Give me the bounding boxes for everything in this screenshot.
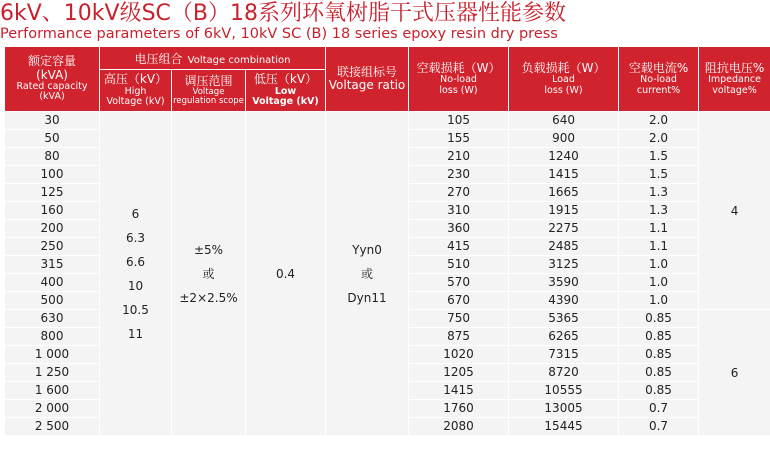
cell-noload-current: 1.0 [619,274,699,292]
cell-capacity: 50 [5,130,100,148]
page-subtitle: Performance parameters of 6kV, 10kV SC (B) 18 series epoxy resin dry press [0,26,558,42]
cell-load-loss: 5365 [509,310,619,328]
cell-load-loss: 8720 [509,364,619,382]
cell-noload-current: 2.0 [619,130,699,148]
header-rated-capacity: 额定容量 (kVA) Rated capacity (kVA) [5,47,100,112]
cell-capacity: 30 [5,112,100,130]
cell-noload-loss: 510 [409,256,509,274]
cell-noload-current: 0.85 [619,328,699,346]
cell-capacity: 400 [5,274,100,292]
cell-noload-loss: 155 [409,130,509,148]
cell-noload-current: 0.85 [619,310,699,328]
cell-noload-current: 2.0 [619,112,699,130]
merged-value: ±2×2.5% [179,290,238,305]
cell-noload-loss: 875 [409,328,509,346]
cell-noload-current: 0.85 [619,346,699,364]
cell-load-loss: 2485 [509,238,619,256]
cell-connection [326,112,409,436]
cell-noload-loss: 1760 [409,400,509,418]
cell-noload-loss: 1205 [409,364,509,382]
cell-noload-loss: 1020 [409,346,509,364]
cell-noload-current: 1.5 [619,148,699,166]
header-load-loss: 负载损耗（W） Load loss (W) [509,47,619,112]
cell-load-loss: 900 [509,130,619,148]
cell-noload-current: 1.0 [619,256,699,274]
cell-noload-current: 0.85 [619,364,699,382]
cell-capacity: 315 [5,256,100,274]
cell-load-loss: 1665 [509,184,619,202]
merged-value: 或 [202,266,215,281]
header-voltage-combination: 电压组合 Voltage combination [100,47,326,70]
cell-noload-current: 1.1 [619,238,699,256]
header-low-voltage: 低压（kV） Low Voltage (kV) [246,70,326,112]
cell-noload-current: 1.3 [619,202,699,220]
cell-regulation [172,112,246,436]
cell-impedance: 4 [699,112,770,310]
cell-high-voltage [100,112,172,436]
cell-capacity: 80 [5,148,100,166]
cell-capacity: 200 [5,220,100,238]
merged-value: 10 [127,278,144,293]
cell-impedance: 6 [699,310,770,436]
cell-noload-loss: 310 [409,202,509,220]
merged-value: Dyn11 [347,290,387,305]
merged-value: 6.3 [125,230,146,245]
header-impedance-voltage: 阻抗电压% Impedance voltage% [699,47,770,112]
cell-load-loss: 1915 [509,202,619,220]
cell-capacity: 800 [5,328,100,346]
cell-load-loss: 6265 [509,328,619,346]
cell-load-loss: 1415 [509,166,619,184]
cell-noload-loss: 570 [409,274,509,292]
cell-noload-loss: 2080 [409,418,509,436]
cell-load-loss: 1240 [509,148,619,166]
cell-noload-loss: 1415 [409,382,509,400]
cell-load-loss: 4390 [509,292,619,310]
cell-noload-current: 1.5 [619,166,699,184]
cell-load-loss: 3590 [509,274,619,292]
merged-value: 或 [361,266,374,281]
merged-value: 11 [127,326,144,341]
header-voltage-regulation: 调压范围 Voltage regulation scope [172,70,246,112]
cell-noload-loss: 230 [409,166,509,184]
cell-capacity: 2 500 [5,418,100,436]
cell-noload-loss: 270 [409,184,509,202]
merged-value: ±5% [193,242,224,257]
header-connection-group: 联接组标号 Voltage ratio [326,47,409,112]
merged-value: 6.6 [125,254,146,269]
cell-noload-current: 1.3 [619,184,699,202]
cell-load-loss: 7315 [509,346,619,364]
table-row [5,112,770,130]
cell-noload-loss: 360 [409,220,509,238]
header-noload-loss: 空载损耗（W） No-load loss (W) [409,47,509,112]
cell-low-voltage: 0.4 [246,112,326,436]
cell-load-loss: 15445 [509,418,619,436]
cell-capacity: 1 250 [5,364,100,382]
cell-capacity: 125 [5,184,100,202]
header-noload-current: 空载电流% No-load current% [619,47,699,112]
cell-noload-loss: 750 [409,310,509,328]
cell-capacity: 1 600 [5,382,100,400]
cell-capacity: 160 [5,202,100,220]
cell-noload-current: 1.0 [619,292,699,310]
cell-noload-current: 1.1 [619,220,699,238]
cell-capacity: 500 [5,292,100,310]
page-title: 6kV、10kV级SC（B）18系列环氧树脂干式压器性能参数 [0,1,566,26]
header-high-voltage: 高压（kV） High Voltage (kV) [100,70,172,112]
cell-load-loss: 10555 [509,382,619,400]
merged-value: 6 [131,206,140,221]
cell-load-loss: 640 [509,112,619,130]
merged-value: Yyn0 [352,242,382,257]
cell-noload-current: 0.7 [619,418,699,436]
cell-noload-loss: 210 [409,148,509,166]
merged-value: 10.5 [122,302,149,317]
cell-noload-current: 0.85 [619,382,699,400]
cell-load-loss: 3125 [509,256,619,274]
cell-capacity: 630 [5,310,100,328]
cell-load-loss: 13005 [509,400,619,418]
cell-load-loss: 2275 [509,220,619,238]
cell-noload-current: 0.7 [619,400,699,418]
cell-capacity: 2 000 [5,400,100,418]
performance-table [4,46,770,436]
cell-capacity: 250 [5,238,100,256]
cell-capacity: 1 000 [5,346,100,364]
cell-noload-loss: 415 [409,238,509,256]
cell-capacity: 100 [5,166,100,184]
cell-noload-loss: 670 [409,292,509,310]
cell-noload-loss: 105 [409,112,509,130]
